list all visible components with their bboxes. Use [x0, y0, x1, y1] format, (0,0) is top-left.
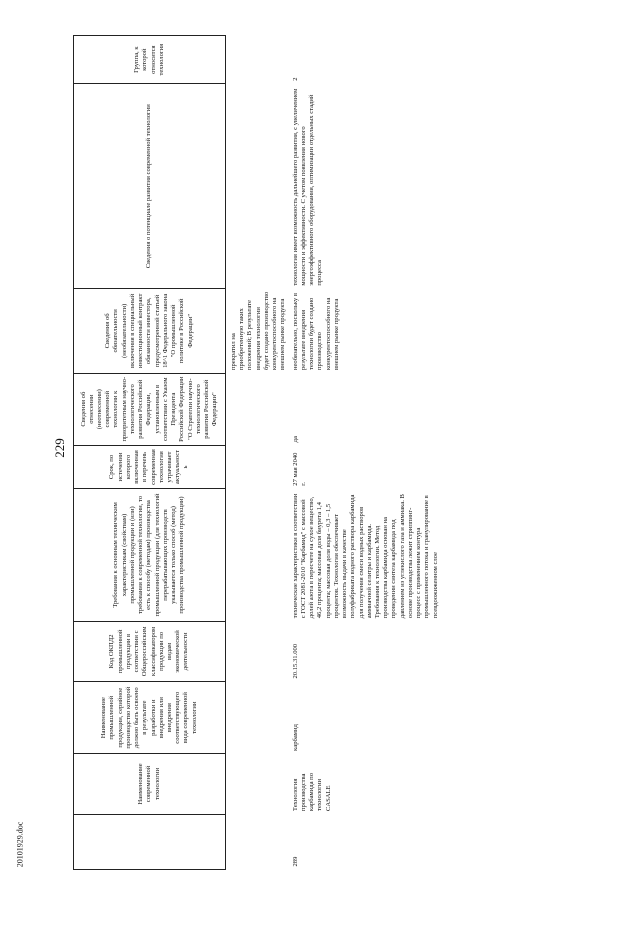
header-group: Группа, к которой относится технология [74, 36, 226, 84]
header-number [74, 814, 226, 869]
table-row [290, 36, 442, 870]
row-potential: технология имеет возможность дальнейшего развития, с увеличением мощности и эффективности. С учетом появления нового энергоэффективного оборудования, оптимизации отдельных стадий процесса [291, 88, 324, 286]
header-product: Наименование промышленной продукции, серийное производство которой должно быть освоено в результате разработки и внедрения или внедрения соответствующего вида современной технологии [74, 682, 226, 754]
page-number: 229 [52, 438, 67, 458]
header-potential: Сведения о потенциале развития современной технологии [74, 84, 226, 289]
row-requirements: технические характеристики в соответствии с ГОСТ 2081-2010 "Карбамид" с массовой долей азота в пересчете на сухое вещество, 46,2 процента; массовая доля биурета 1,4 процента; массовая доля воды – 0,3 – 1,5 процентов. Технология обеспечивает возможность выдачи в качестве полуфабриката водного раствора карбамида для получения смеси водных растворов аммиачной селитры и карбамида. Требования к технологии. Метод производства карбамида основан на проведении синтеза карбамида под давлением из углекислого газа и аммиака. В основе производства лежит стриппинг-процесс с применением контура промышленного потока и гранулирование в псевдоожиженном слое [291, 493, 439, 619]
continuation-text: прекратил на приобретенную таких положений; В результате внедрения технологии будет создано производство конкурентоспособного на внешнем рынке продукта [230, 291, 287, 371]
row-product: карбамид [291, 724, 299, 751]
header-okpd2: Код ОКПД2 промышленной продукции в соответствии с Общероссийским классификатором продукции по видам экономической деятельности [74, 621, 226, 681]
row-technology: Технология производства карбамида по технологии CASALE [291, 772, 332, 812]
row-okpd2: 20.15.31.000 [291, 643, 299, 679]
header-deadline: Срок, по истечении которого включенная в перечень современная технология утрачивает актуальность [74, 445, 226, 488]
continuation-row [226, 36, 290, 870]
row-priority: да [291, 436, 299, 443]
row-obligation: необязательно, поскольку в результате внедрения технологии будет создано производство конкурентоспособного на внешнем рынке продукта [291, 293, 340, 371]
header-requirements: Требования к основным техническим характеристикам (свойствам) промышленной продукции и (или) требования к современной технологии, то есть к способу (методам) производства промышленной продукции (для технологий перерабатывающих производств указывается только способ (метод) производства промышленной продукции) [74, 489, 226, 622]
row-group: 2 [291, 77, 299, 81]
header-obligation: Сведения об обязательности (необязательности) включения в специальный инвестиционный контракт обязанности инвестора, предусмотренной статьей 18^1 Федерального закона "О промышленной политике в Российской Федерации" [74, 289, 226, 373]
technology-table [73, 35, 442, 870]
file-name-footer: 20101929.doc [15, 821, 25, 868]
table-header-row [74, 36, 226, 870]
header-priority: Сведения об отнесении (неотнесении) современной технологии к приоритетным научно-технологического развития Российской Федерации, установленным в соответствии с Указом Президента Российской Федерации "О Стратегии научно-технологического развития Российской Федерации" [74, 373, 226, 445]
header-technology: Наименование современной технологии [74, 754, 226, 814]
row-number: 289 [291, 856, 299, 867]
rotated-table-container [73, 35, 640, 870]
row-deadline: 27 мая 2040 г. [291, 452, 307, 486]
